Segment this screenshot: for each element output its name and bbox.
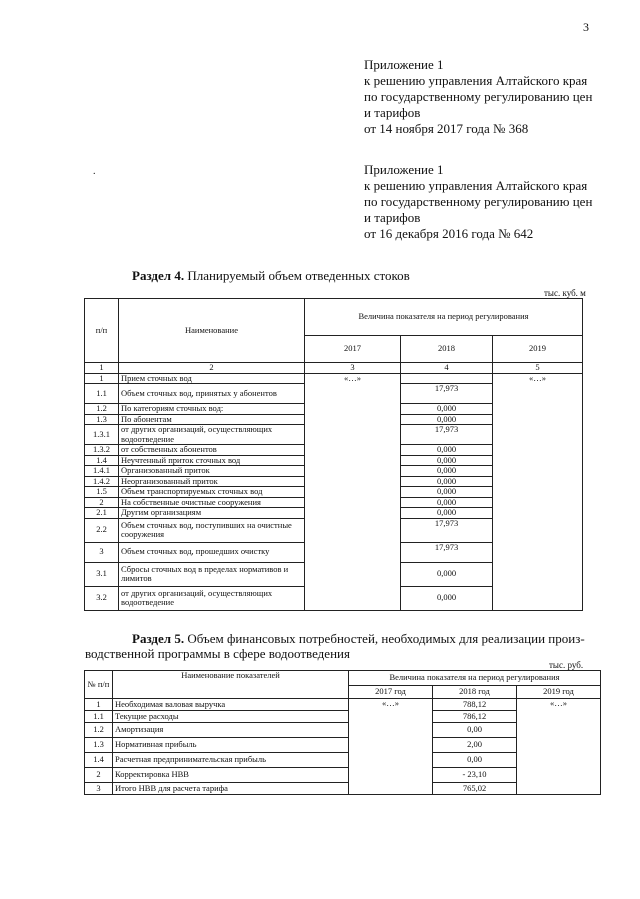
- row-name: Другим организациям: [119, 508, 305, 519]
- row-num: 1.3: [85, 738, 113, 753]
- appendix-line: от 14 ноября 2017 года № 368: [364, 121, 529, 136]
- row-num: 1.4.1: [85, 466, 119, 477]
- header-period: Величина показателя на период регулирования: [305, 299, 583, 336]
- row-name: Объем транспортируемых сточных вод: [119, 487, 305, 498]
- section5-unit: тыс. руб.: [549, 660, 584, 670]
- row-num: 1.3.2: [85, 445, 119, 456]
- row-name: Прием сточных вод: [119, 373, 305, 384]
- column-number: 1: [85, 363, 119, 374]
- row-name: Неорганизованный приток: [119, 476, 305, 487]
- table-row: [85, 699, 601, 711]
- value-2018: 0,000: [401, 497, 493, 508]
- row-name: Текущие расходы: [113, 711, 349, 723]
- value-2018: 0,000: [401, 508, 493, 519]
- header-2017: 2017: [305, 336, 401, 363]
- section4-title: [132, 268, 410, 284]
- row-num: 2.2: [85, 518, 119, 542]
- row-name: Итого НВВ для расчета тарифа: [113, 783, 349, 795]
- row-num: 1.3.1: [85, 425, 119, 445]
- table-row: [85, 373, 583, 384]
- row-num: 1.4.2: [85, 476, 119, 487]
- row-name: По категориям сточных вод:: [119, 404, 305, 415]
- row-name: Необходимая валовая выручка: [113, 699, 349, 711]
- header-2019: 2019 год: [517, 686, 601, 699]
- header-name: Наименование показателей: [113, 671, 349, 699]
- row-name: На собственные очистные сооружения: [119, 497, 305, 508]
- appendix-line: по государственному регулированию цен: [364, 194, 593, 209]
- row-name: Объем сточных вод, принятых у абонентов: [119, 384, 305, 404]
- appendix-line: Приложение 1: [364, 162, 444, 177]
- section5-label: Раздел 5.: [132, 631, 185, 646]
- header-num: п/п: [85, 299, 119, 363]
- appendix-line: к решению управления Алтайского края: [364, 178, 588, 193]
- row-num: 1.4: [85, 753, 113, 768]
- section5-title-text: Объем финансовых потребностей, необходимых для реализации произ-: [184, 631, 585, 646]
- column-number: 2: [119, 363, 305, 374]
- row-num: 1.2: [85, 723, 113, 738]
- row-name: Объем сточных вод, прошедших очистку: [119, 542, 305, 562]
- section4-table: [84, 298, 583, 611]
- appendix-line: и тарифов: [364, 210, 421, 225]
- row-num: 3: [85, 542, 119, 562]
- header-num: № п/п: [85, 671, 113, 699]
- value-2019-placeholder: «…»: [517, 699, 601, 795]
- header-name: Наименование: [119, 299, 305, 363]
- section5-title-line2: водственной программы в сфере водоотведения: [85, 646, 350, 661]
- value-2018: 17,973: [401, 518, 493, 542]
- row-num: 1.5: [85, 487, 119, 498]
- row-num: 3.1: [85, 562, 119, 586]
- row-num: 1.2: [85, 404, 119, 415]
- row-name: Нормативная прибыль: [113, 738, 349, 753]
- row-name: Неучтенный приток сточных вод: [119, 455, 305, 466]
- value-2018: 786,12: [433, 711, 517, 723]
- value-2018: 0,00: [433, 723, 517, 738]
- value-2017-placeholder: «…»: [349, 699, 433, 795]
- row-name: от других организаций, осуществляющих водоотведение: [119, 586, 305, 610]
- section4-label: Раздел 4.: [132, 268, 185, 283]
- value-2018: 0,00: [433, 753, 517, 768]
- header-2018: 2018: [401, 336, 493, 363]
- section5-title-line1: [132, 631, 585, 647]
- header-period: Величина показателя на период регулирования: [349, 671, 601, 686]
- section5-table: [84, 670, 601, 795]
- row-num: 1.4: [85, 455, 119, 466]
- row-name: Амортизация: [113, 723, 349, 738]
- row-name: Расчетная предпринимательская прибыль: [113, 753, 349, 768]
- row-num: 2.1: [85, 508, 119, 519]
- value-2018: 0,000: [401, 562, 493, 586]
- column-number: 3: [305, 363, 401, 374]
- row-num: 1.3: [85, 414, 119, 425]
- value-2018: 0,000: [401, 414, 493, 425]
- value-2018: 17,973: [401, 425, 493, 445]
- column-number: 4: [401, 363, 493, 374]
- row-name: от других организаций, осуществляющих водоотведение: [119, 425, 305, 445]
- appendix-line: от 16 декабря 2016 года № 642: [364, 226, 534, 241]
- value-2018: 0,000: [401, 404, 493, 415]
- section4-unit: тыс. куб. м: [544, 288, 586, 298]
- value-2018: 17,973: [401, 542, 493, 562]
- value-2018: - 23,10: [433, 768, 517, 783]
- appendix-line: и тарифов: [364, 105, 421, 120]
- value-2018: 17,973: [401, 384, 493, 404]
- column-number: 5: [493, 363, 583, 374]
- row-name: Корректировка НВВ: [113, 768, 349, 783]
- appendix-line: Приложение 1: [364, 57, 444, 72]
- row-num: 1: [85, 373, 119, 384]
- appendix-block-2017: [364, 57, 592, 137]
- header-2018: 2018 год: [433, 686, 517, 699]
- row-num: 3.2: [85, 586, 119, 610]
- appendix-line: к решению управления Алтайского края: [364, 73, 588, 88]
- value-2019-placeholder: «…»: [493, 373, 583, 610]
- stray-mark: .: [93, 166, 96, 177]
- row-name: Организованный приток: [119, 466, 305, 477]
- value-2018: 788,12: [433, 699, 517, 711]
- row-name: Сбросы сточных вод в пределах нормативов и лимитов: [119, 562, 305, 586]
- row-num: 2: [85, 768, 113, 783]
- value-2018: [401, 373, 493, 384]
- header-2019: 2019: [493, 336, 583, 363]
- section4-title-text: Планируемый объем отведенных стоков: [184, 268, 410, 283]
- row-num: 1.1: [85, 711, 113, 723]
- value-2018: 0,000: [401, 445, 493, 456]
- value-2018: 0,000: [401, 476, 493, 487]
- row-name: от собственных абонентов: [119, 445, 305, 456]
- value-2017-placeholder: «…»: [305, 373, 401, 610]
- value-2018: 0,000: [401, 455, 493, 466]
- row-name: По абонентам: [119, 414, 305, 425]
- page-number: 3: [583, 20, 589, 34]
- row-num: 2: [85, 497, 119, 508]
- value-2018: 2,00: [433, 738, 517, 753]
- row-num: 1.1: [85, 384, 119, 404]
- appendix-block-2016: [364, 162, 592, 242]
- value-2018: 0,000: [401, 466, 493, 477]
- header-2017: 2017 год: [349, 686, 433, 699]
- value-2018: 0,000: [401, 586, 493, 610]
- row-num: 3: [85, 783, 113, 795]
- value-2018: 0,000: [401, 487, 493, 498]
- value-2018: 765,02: [433, 783, 517, 795]
- row-name: Объем сточных вод, поступивших на очистные сооружения: [119, 518, 305, 542]
- row-num: 1: [85, 699, 113, 711]
- appendix-line: по государственному регулированию цен: [364, 89, 593, 104]
